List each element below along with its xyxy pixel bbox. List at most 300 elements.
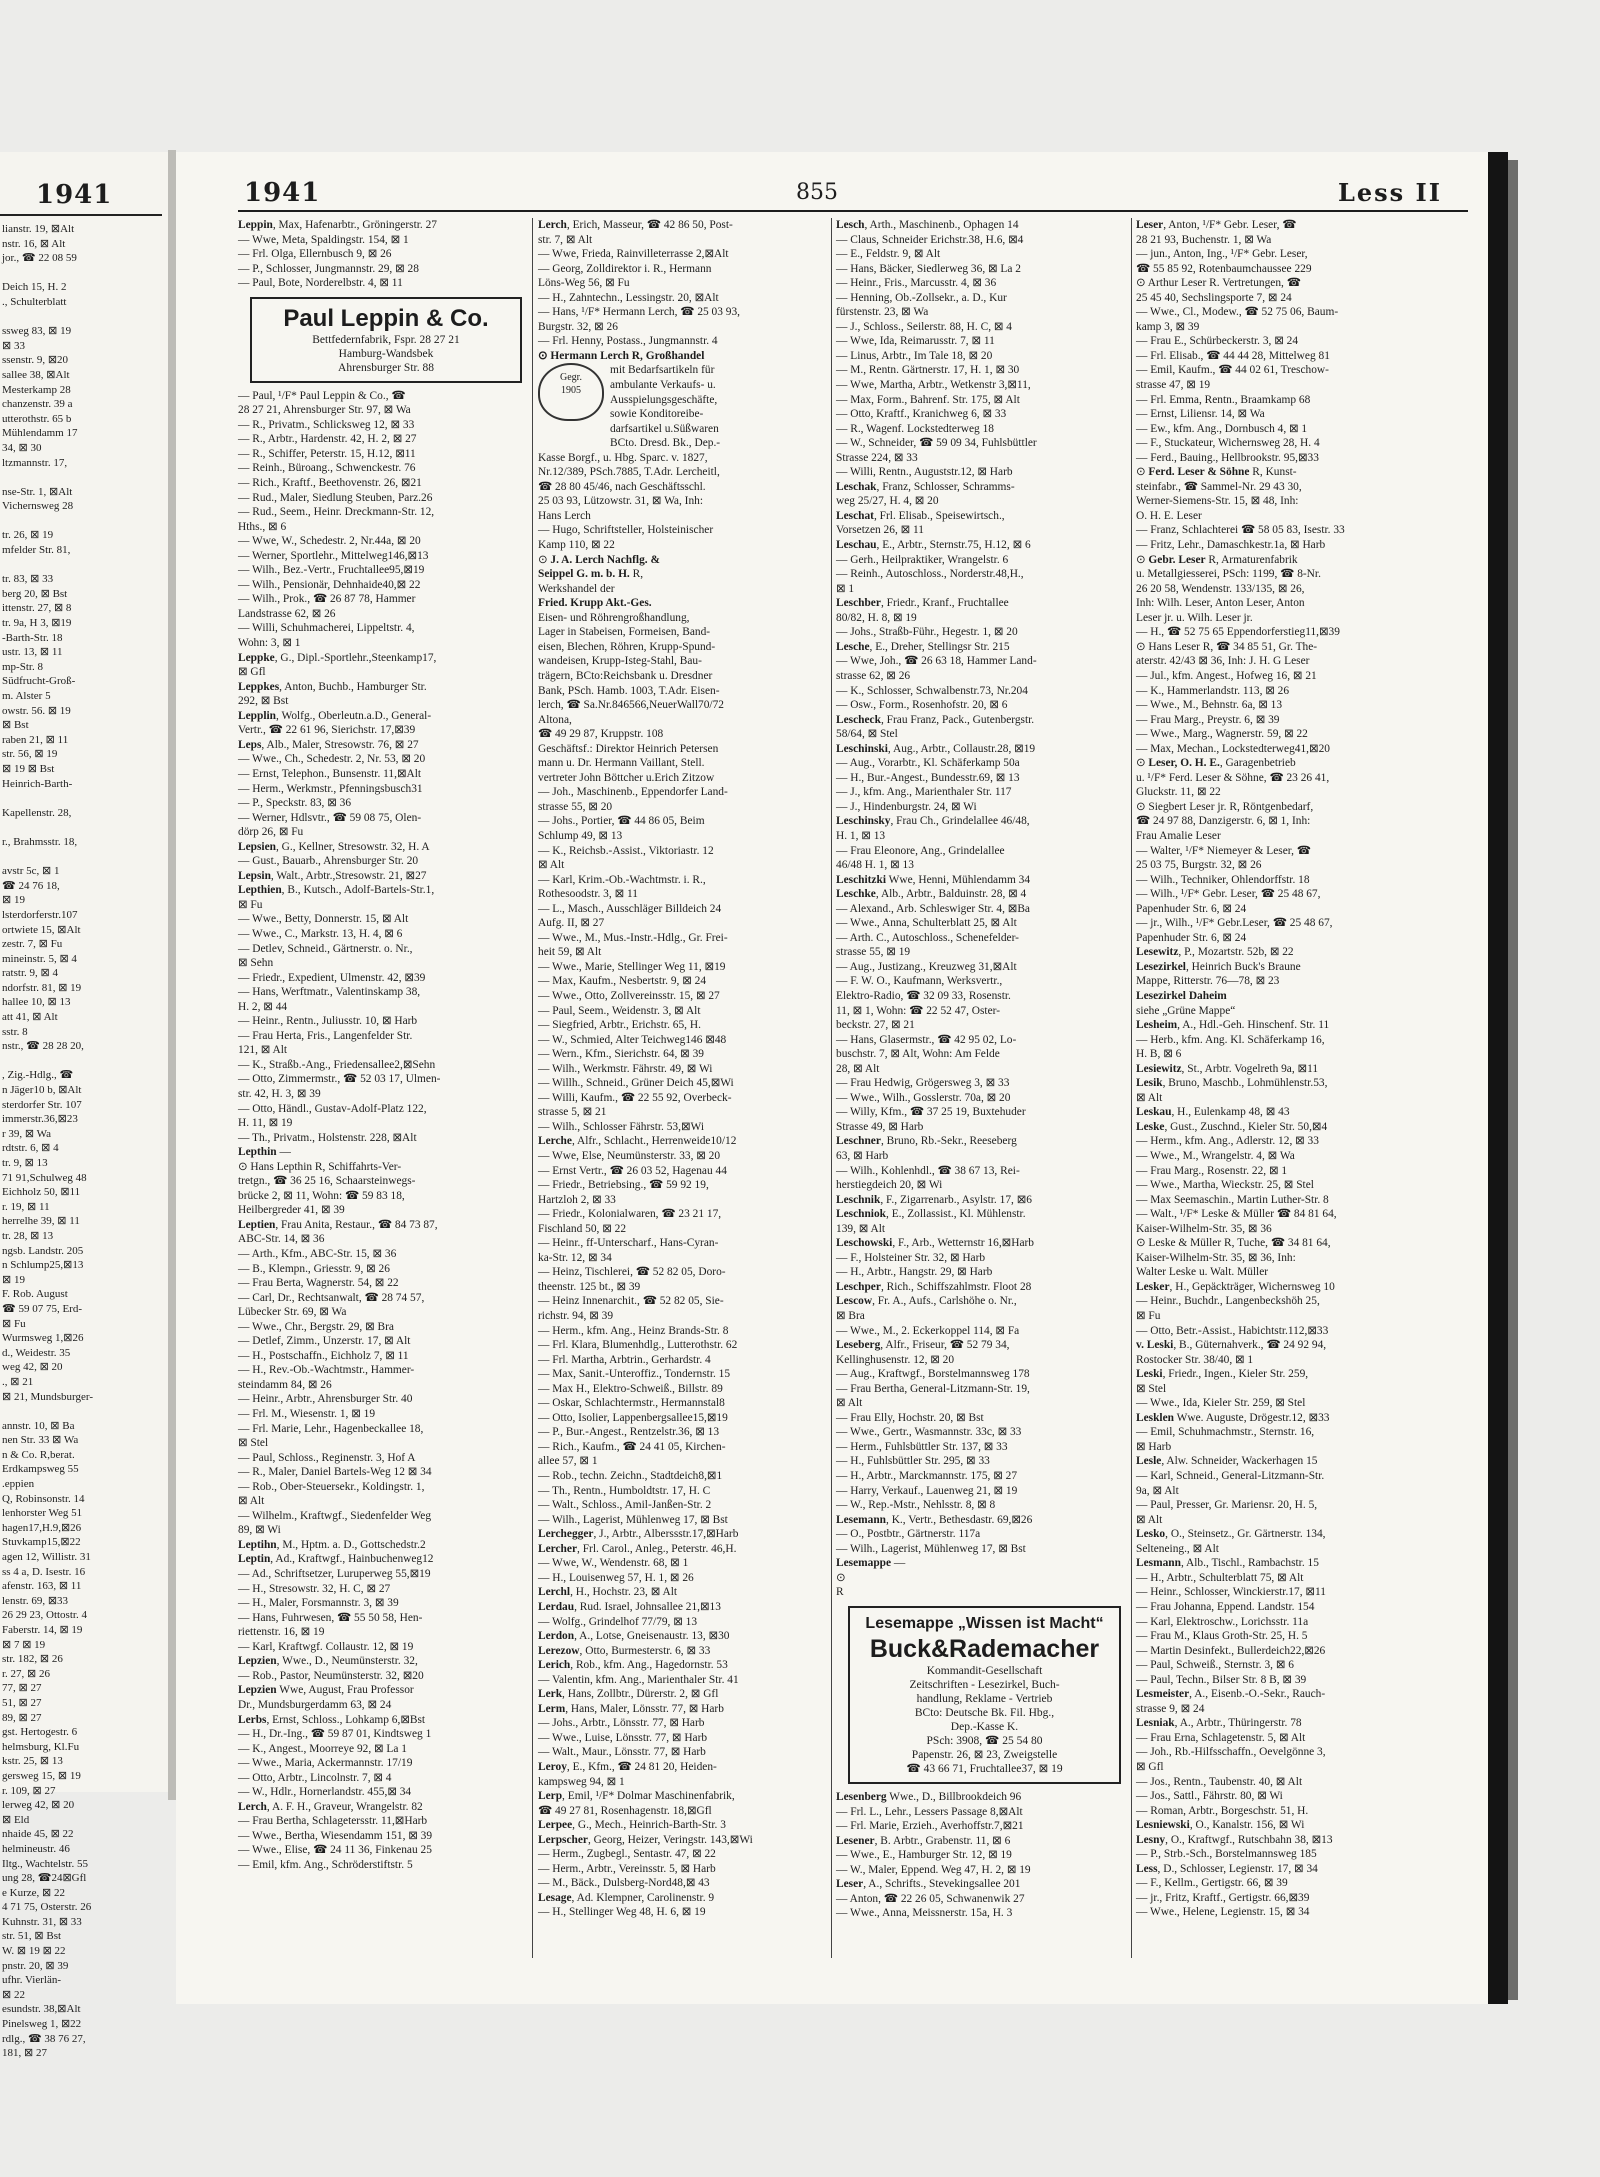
directory-entry: — K., Straßb.-Ang., Friedensallee2,⊠Sehn bbox=[238, 1058, 436, 1071]
left-page-line bbox=[2, 266, 164, 281]
left-page-line: kstr. 25, ⊠ 13 bbox=[2, 1755, 63, 1768]
directory-entry: — Herm., Arbtr., Vereinsstr. 5, ⊠ Harb bbox=[538, 1862, 716, 1875]
directory-entry: Vertr., ☎ 22 61 96, Sierichstr. 17,⊠39 bbox=[238, 724, 416, 737]
left-page-line: n Jäger10 b, ⊠Alt bbox=[2, 1084, 82, 1097]
directory-entry: Leschnik, F., Zigarrenarb., Asylstr. 17, ⊠6 bbox=[836, 1193, 1032, 1206]
directory-entry: Lesik, Bruno, Maschb., Lohmühlenstr.53, bbox=[1136, 1077, 1328, 1090]
left-page-line bbox=[2, 558, 164, 573]
left-page-line: r. 27, ⊠ 26 bbox=[2, 1667, 51, 1680]
left-page-line: lenhorster Weg 51 bbox=[2, 1507, 83, 1520]
directory-entry: — Otto, Zimmermstr., ☎ 52 03 17, Ulmen- bbox=[238, 1073, 441, 1086]
directory-entry: eisen, Blechen, Röhren, Krupp-Spund- bbox=[538, 640, 716, 653]
left-page-line: att 41, ⊠ Alt bbox=[2, 1011, 58, 1024]
directory-entry: — Heinr., Schlosser, Winckierstr.17, ⊠11 bbox=[1136, 1586, 1326, 1599]
left-page-line: avstr 5c, ⊠ 1 bbox=[2, 865, 60, 878]
directory-entry: Kaiser-Wilhelm-Str. 35, ⊠ 36, Inh: bbox=[1136, 1251, 1296, 1264]
directory-entry: — Th., Rentn., Humboldtstr. 17, H. C bbox=[538, 1484, 711, 1497]
seal-text: Gegr. bbox=[560, 372, 582, 384]
left-page-line: ngsb. Landstr. 205 bbox=[2, 1244, 84, 1257]
directory-entry: — Karl, Schneid., General-Litzmann-Str. bbox=[1136, 1470, 1325, 1483]
directory-entry: — Frau Eleonore, Ang., Grindelallee bbox=[836, 844, 1005, 857]
directory-entry: ⊠ Alt bbox=[538, 859, 565, 872]
directory-entry: — Wilh., Bez.-Vertr., Fruchtallee95,⊠19 bbox=[238, 564, 425, 577]
directory-entry: — F., Kellm., Gertigstr. 66, ⊠ 39 bbox=[1136, 1877, 1288, 1890]
directory-entry: — Wwe, Else, Neumünsterstr. 33, ⊠ 20 bbox=[538, 1150, 721, 1162]
col4-entries bbox=[1136, 218, 1426, 1920]
directory-entry: — H., Postschaffn., Eichholz 7, ⊠ 11 bbox=[238, 1349, 409, 1362]
directory-entry: Leppkes, Anton, Buchb., Hamburger Str. bbox=[238, 680, 427, 693]
left-page-line: berg 20, ⊠ Bst bbox=[2, 587, 68, 600]
left-page-line: nstr., ☎ 28 28 20, bbox=[2, 1040, 84, 1053]
directory-entry: Fischland 50, ⊠ 22 bbox=[538, 1222, 627, 1235]
directory-entry: Werkshandel der bbox=[538, 582, 615, 595]
directory-entry: Aufg. II, ⊠ 27 bbox=[538, 917, 605, 930]
directory-entry: — Otto, Arbtr., Lincolnstr. 7, ⊠ 4 bbox=[238, 1771, 392, 1784]
directory-entry: — R., Maler, Daniel Bartels-Weg 12 ⊠ 34 bbox=[238, 1466, 432, 1479]
directory-entry: Werner-Siemens-Str. 15, ⊠ 48, Inh: bbox=[1136, 495, 1299, 508]
left-page-line: immerstr.36,⊠23 bbox=[2, 1113, 78, 1126]
directory-entry: — Wwe., Gertr., Wasmannstr. 33c, ⊠ 33 bbox=[836, 1426, 1022, 1439]
directory-entry: — Frl. Martha, Arbtrin., Gerhardstr. 4 bbox=[538, 1353, 711, 1366]
left-page-line: 71 91,Schulweg 48 bbox=[2, 1171, 87, 1184]
directory-entry: Lesemappe — bbox=[836, 1557, 906, 1570]
directory-entry: Nr.12/389, PSch.7885, T.Adr. Lercheitl, bbox=[538, 466, 720, 479]
directory-entry: Hartzloh 2, ⊠ 33 bbox=[538, 1193, 616, 1206]
left-page-line: tr. 28, ⊠ 13 bbox=[2, 1229, 54, 1242]
left-page-line: n Schlump25,⊠13 bbox=[2, 1259, 84, 1272]
directory-entry: — Heinz Innenarchit., ☎ 52 82 05, Sie- bbox=[538, 1295, 724, 1308]
lerch-ad-line: darfsartikel u.Süßwaren bbox=[610, 422, 719, 435]
directory-entry: Fried. Krupp Akt.-Ges. bbox=[538, 597, 652, 610]
directory-entry: strasse 5, ⊠ 21 bbox=[538, 1106, 607, 1119]
directory-entry: — Wwe., Bertha, Wiesendamm 151, ⊠ 39 bbox=[238, 1829, 433, 1842]
directory-entry: — Harry, Verkauf., Lauenweg 21, ⊠ 19 bbox=[836, 1484, 1018, 1497]
left-page-line: afenstr. 163, ⊠ 11 bbox=[2, 1580, 82, 1593]
left-page-line: annstr. 10, ⊠ Ba bbox=[2, 1419, 75, 1432]
directory-entry: Lesmann, Alb., Tischl., Rambachstr. 15 bbox=[1136, 1557, 1319, 1570]
directory-entry: — P., Speckstr. 83, ⊠ 36 bbox=[238, 797, 352, 810]
page-range: Less II bbox=[1338, 178, 1442, 207]
directory-entry: Lesezirkel, Heinrich Buck's Braune bbox=[1136, 960, 1301, 973]
left-page-line bbox=[2, 310, 164, 325]
directory-entry: Lesche, E., Dreher, Stellingsr Str. 215 bbox=[836, 640, 1010, 653]
left-page-line: Vichernsweg 28 bbox=[2, 500, 74, 513]
directory-entry: — Wilh., Lagerist, Mühlenweg 17, ⊠ Bst bbox=[836, 1542, 1026, 1555]
leppin-ad-line: Bettfedernfabrik, Fspr. 28 27 21 bbox=[312, 333, 460, 346]
buck-ad-line: Papenstr. 26, ⊠ 23, Zweigstelle bbox=[911, 1748, 1058, 1761]
directory-entry: — Otto, Kraftf., Kranichweg 6, ⊠ 33 bbox=[836, 408, 1007, 421]
directory-entry: — Walt., Schloss., Amil-Janßen-Str. 2 bbox=[538, 1499, 712, 1512]
left-page-line: Heinrich-Barth- bbox=[2, 777, 73, 790]
left-page-line: lenstr. 69, ⊠33 bbox=[2, 1594, 69, 1607]
directory-entry: — Johs., Portier, ☎ 44 86 05, Beim bbox=[538, 815, 705, 828]
lerch-ad-line: BCto. Dresd. Bk., Dep.- bbox=[610, 437, 721, 450]
directory-entry: — Heinr., ff-Unterscharf., Hans-Cyran- bbox=[538, 1237, 719, 1250]
directory-entry: Strasse 49, ⊠ Harb bbox=[836, 1120, 924, 1133]
directory-entry: — Werner, Hdlsvtr., ☎ 59 08 75, Olen- bbox=[238, 811, 422, 824]
buck-ad-line: PSch: 3908, ☎ 25 54 80 bbox=[926, 1734, 1043, 1747]
directory-entry: Lescheck, Frau Franz, Pack., Gutenbergstr. bbox=[836, 713, 1035, 726]
directory-entry: — W., Hdlr., Hornerlandstr. 455,⊠ 34 bbox=[238, 1786, 412, 1799]
lerch-seal-logo bbox=[538, 363, 604, 421]
directory-entry: Mappe, Ritterstr. 76—78, ⊠ 23 bbox=[1136, 975, 1280, 988]
directory-entry: — Joh., Maschinenb., Eppendorfer Land- bbox=[538, 786, 728, 799]
left-page-line: esundstr. 38,⊠Alt bbox=[2, 2003, 81, 2016]
directory-entry: — Wwe., Cl., Modew., ☎ 52 75 06, Baum- bbox=[1136, 306, 1339, 319]
directory-entry: lerch, ☎ Sa.Nr.846566,NeuerWall70/72 bbox=[538, 699, 724, 712]
directory-entry: 292, ⊠ Bst bbox=[238, 695, 289, 708]
directory-entry: — Johs., Arbtr., Lönsstr. 77, ⊠ Harb bbox=[538, 1717, 705, 1730]
directory-entry: Lerk, Hans, Zollbtr., Dürerstr. 2, ⊠ Gfl bbox=[538, 1688, 719, 1701]
directory-entry: Leppke, G., Dipl.-Sportlehr.,Steenkamp17, bbox=[238, 651, 437, 664]
directory-entry: — Henning, Ob.-Zollsekr., a. D., Kur bbox=[836, 291, 1007, 304]
left-page-line: lsterdorferstr.107 bbox=[2, 908, 78, 921]
directory-entry: ⊙ bbox=[836, 1571, 846, 1584]
directory-entry: ⊠ Stel bbox=[1136, 1382, 1167, 1395]
directory-entry: — Paul, Schweiß., Sternstr. 3, ⊠ 6 bbox=[1136, 1659, 1294, 1672]
directory-entry: — Detlef, Zimm., Unzerstr. 17, ⊠ Alt bbox=[238, 1335, 411, 1348]
directory-entry: — Frl. Klara, Blumenhdlg., Lutterothstr. 62 bbox=[538, 1339, 738, 1352]
left-page-line: ss 4 a, D. Isestr. 16 bbox=[2, 1565, 86, 1578]
directory-entry: — R., Wagenf. Lockstedterweg 18 bbox=[836, 422, 994, 435]
directory-entry: — Max Seemaschin., Martin Luther-Str. 8 bbox=[1136, 1193, 1329, 1206]
directory-entry: Lepzien Wwe, August, Frau Professor bbox=[238, 1684, 414, 1697]
directory-entry: — Ernst, Liliensr. 14, ⊠ Wa bbox=[1136, 408, 1265, 421]
directory-entry: Leser, A., Schrifts., Stevekingsallee 201 bbox=[836, 1878, 1021, 1891]
directory-entry: Lesklen Wwe. Auguste, Drögestr.12, ⊠33 bbox=[1136, 1411, 1330, 1424]
directory-entry: — Jos., Sattl., Fährstr. 80, ⊠ Wi bbox=[1136, 1790, 1283, 1803]
directory-entry: — B., Klempn., Griesstr. 9, ⊠ 26 bbox=[238, 1262, 390, 1275]
directory-entry: ⊙ Hans Lepthin R, Schiffahrts-Ver- bbox=[238, 1160, 402, 1173]
directory-entry: 28, ⊠ Alt bbox=[836, 1062, 880, 1075]
directory-entry: — Frau Berta, Wagnerstr. 54, ⊠ 22 bbox=[238, 1277, 399, 1290]
left-page-line: lianstr. 19, ⊠Alt bbox=[2, 223, 75, 235]
left-page-line: ustr. 13, ⊠ 11 bbox=[2, 646, 63, 659]
directory-entry: Selteneing., ⊠ Alt bbox=[1136, 1542, 1219, 1555]
directory-entry: Leschke, Alb., Arbtr., Balduinstr. 28, ⊠ 4 bbox=[836, 888, 1027, 901]
directory-entry: ⊙ J. A. Lerch Nachflg. & bbox=[538, 553, 660, 566]
col3-entries-b bbox=[836, 1790, 1125, 1921]
directory-entry: — Frau Marg., Preystr. 6, ⊠ 39 bbox=[1136, 713, 1280, 726]
left-page-line: 181, ⊠ 27 bbox=[2, 2047, 47, 2060]
header-rule bbox=[238, 210, 1468, 212]
directory-columns bbox=[238, 218, 1468, 1958]
directory-entry: kamp 3, ⊠ 39 bbox=[1136, 320, 1200, 333]
directory-entry: — Wwe., Elise, ☎ 24 11 36, Finkenau 25 bbox=[238, 1844, 432, 1857]
buck-ad-company: Buck&Rademacher bbox=[869, 1634, 1100, 1663]
directory-entry: — H., Zahntechn., Lessingstr. 20, ⊠Alt bbox=[538, 291, 719, 304]
left-page-line: helmineustr. 46 bbox=[2, 1842, 70, 1855]
directory-entry: — Rob., Pastor, Neumünsterstr. 32, ⊠20 bbox=[238, 1669, 424, 1682]
directory-entry: Lesch, Arth., Maschinenb., Ophagen 14 bbox=[836, 219, 1019, 231]
directory-entry: ⊙ Hans Leser R, ☎ 34 85 51, Gr. The- bbox=[1136, 640, 1318, 653]
left-page-line: zestr. 7, ⊠ Fu bbox=[2, 938, 63, 951]
directory-entry: Lerpscher, Georg, Heizer, Veringstr. 143,⊠Wi bbox=[538, 1833, 753, 1846]
directory-entry: — Wwe, Joh., ☎ 26 63 18, Hammer Land- bbox=[836, 655, 1037, 668]
directory-entry: — Alexand., Arb. Schleswiger Str. 4, ⊠Ba bbox=[836, 902, 1030, 915]
left-page-line: Iltg., Wachtelstr. 55 bbox=[2, 1857, 88, 1870]
directory-entry: — P., Bur.-Angest., Rentzelstr.36, ⊠ 13 bbox=[538, 1426, 720, 1439]
col1-entries-b bbox=[238, 389, 526, 1873]
left-page-line: m. Alster 5 bbox=[2, 690, 51, 702]
left-page-line: ⊠ 19 ⊠ Bst bbox=[2, 762, 55, 775]
directory-entry: — Wwe., Ida, Kieler Str. 259, ⊠ Stel bbox=[1136, 1397, 1306, 1410]
directory-entry: Lesemann, K., Vertr., Bethesdastr. 69,⊠26 bbox=[836, 1513, 1033, 1526]
directory-entry: — W., Schneider, ☎ 59 09 34, Fuhlsbüttler bbox=[836, 437, 1037, 450]
directory-entry: — L., Masch., Ausschläger Billdeich 24 bbox=[538, 902, 722, 915]
directory-entry: Leschniok, E., Zollassist., Kl. Mühlenstr. bbox=[836, 1208, 1026, 1221]
directory-entry: 11, ⊠ 1, Wohn: ☎ 22 52 47, Oster- bbox=[836, 1004, 1001, 1017]
directory-entry: — Wwe., Chr., Bergstr. 29, ⊠ Bra bbox=[238, 1320, 394, 1333]
directory-entry: Lesker, H., Gepäckträger, Wichernsweg 10 bbox=[1136, 1280, 1335, 1293]
directory-entry: — H., Arbtr., Schulterblatt 75, ⊠ Alt bbox=[1136, 1571, 1304, 1584]
directory-entry: — Emil, kfm. Ang., Schröderstiftstr. 5 bbox=[238, 1858, 413, 1871]
left-page-line: jor., ☎ 22 08 59 bbox=[2, 252, 77, 265]
directory-entry: — Wwe., Marg., Wagnerstr. 59, ⊠ 22 bbox=[1136, 728, 1308, 741]
left-page-line: ratstr. 9, ⊠ 4 bbox=[2, 967, 58, 980]
left-page-line: ortwiete 15, ⊠Alt bbox=[2, 923, 81, 936]
directory-entry: ⊠ Stel bbox=[238, 1437, 269, 1450]
column-4 bbox=[1136, 218, 1426, 1958]
directory-entry: — Rob., Ober-Steuersekr., Koldingstr. 1, bbox=[238, 1480, 425, 1493]
directory-entry: — Werner, Sportlehr., Mittelweg146,⊠13 bbox=[238, 549, 429, 562]
directory-entry: — Rob., techn. Zeichn., Stadtdeich8,⊠1 bbox=[538, 1470, 723, 1483]
directory-entry: Lerp, Emil, ¹/F* Dolmar Maschinenfabrik, bbox=[538, 1790, 735, 1803]
directory-entry: — Wwe., Helene, Legienstr. 15, ⊠ 34 bbox=[1136, 1906, 1310, 1919]
directory-entry: — Wern., Kfm., Sierichstr. 64, ⊠ 39 bbox=[538, 1048, 704, 1061]
directory-entry: — Wwe., Anna, Meissnerstr. 15a, H. 3 bbox=[836, 1907, 1013, 1920]
directory-entry: Lepthin — bbox=[238, 1146, 291, 1159]
directory-entry: Geschäftsf.: Direktor Heinrich Petersen bbox=[538, 742, 719, 755]
directory-entry: — Otto, Händl., Gustav-Adolf-Platz 122, bbox=[238, 1102, 427, 1115]
left-page-line bbox=[2, 850, 164, 865]
directory-entry: Kaiser-Wilhelm-Str. 35, ⊠ 36 bbox=[1136, 1222, 1272, 1235]
directory-entry: — Frl. Elisab., ☎ 44 44 28, Mittelweg 81 bbox=[1136, 349, 1330, 362]
directory-entry: Lerchl, H., Hochstr. 23, ⊠ Alt bbox=[538, 1586, 678, 1599]
directory-entry: — Wwe., E., Hamburger Str. 12, ⊠ 19 bbox=[836, 1849, 1012, 1862]
left-page-line: mineinstr. 5, ⊠ 4 bbox=[2, 952, 77, 965]
directory-entry: — Herb., kfm. Ang. Kl. Schäferkamp 16, bbox=[1136, 1033, 1325, 1046]
left-page-line: ltzmannstr. 17, bbox=[2, 456, 68, 469]
lerch-ad-line: ambulante Verkaufs- u. bbox=[610, 379, 716, 392]
directory-entry: Bank, PSch. Hamb. 1003, T.Adr. Eisen- bbox=[538, 684, 720, 697]
directory-entry: Leppin, Max, Hafenarbtr., Gröningerstr. 27 bbox=[238, 219, 438, 231]
directory-entry: — Karl, Krim.-Ob.-Wachtmstr. i. R., bbox=[538, 873, 706, 886]
directory-entry: — Fritz, Lehr., Damaschkestr.1a, ⊠ Harb bbox=[1136, 539, 1326, 552]
buck-rademacher-ad bbox=[848, 1606, 1121, 1784]
left-page-line: agen 12, Willistr. 31 bbox=[2, 1551, 91, 1564]
directory-entry: Leschinsky, Frau Ch., Grindelallee 46/48, bbox=[836, 815, 1030, 828]
directory-entry: ☎ 24 97 88, Danzigerstr. 6, ⊠ 1, Inh: bbox=[1136, 815, 1311, 828]
directory-entry: — Paul, Schloss., Reginenstr. 3, Hof A bbox=[238, 1451, 416, 1464]
directory-entry: — P., Schlosser, Jungmannstr. 29, ⊠ 28 bbox=[238, 262, 419, 275]
left-page-line: weg 42, ⊠ 20 bbox=[2, 1361, 63, 1374]
directory-entry: — H., Bur.-Angest., Bundesstr.69, ⊠ 13 bbox=[836, 771, 1020, 784]
left-page-line: Eichholz 50, ⊠11 bbox=[2, 1186, 81, 1199]
directory-entry: beckstr. 27, ⊠ 21 bbox=[836, 1019, 915, 1032]
directory-entry: Leptin, Ad., Kraftwgf., Hainbuchenweg12 bbox=[238, 1553, 434, 1566]
left-page-line: Mühlendamm 17 bbox=[2, 427, 78, 440]
directory-entry: ⊙ Siegbert Leser jr. R, Röntgenbedarf, bbox=[1136, 800, 1314, 813]
directory-entry: ⊙ Arthur Leser R. Vertretungen, ☎ bbox=[1136, 277, 1301, 290]
directory-entry: Vorsetzen 26, ⊠ 11 bbox=[836, 524, 924, 537]
lerch-ad-line: Ausspielungsgeschäfte, bbox=[610, 393, 718, 406]
directory-entry: — Gerh., Heilpraktiker, Wrangelstr. 6 bbox=[836, 553, 1009, 566]
main-page bbox=[176, 152, 1488, 2004]
directory-entry: Heilbergreder 41, ⊠ 39 bbox=[238, 1204, 345, 1217]
directory-entry: Leski, Friedr., Ingen., Kieler Str. 259, bbox=[1136, 1368, 1309, 1381]
directory-entry: — Detlev, Schneid., Gärtnerstr. o. Nr., bbox=[238, 942, 413, 955]
directory-entry: — Hans, Werftmatr., Valentinskamp 38, bbox=[238, 986, 421, 999]
directory-entry: — Wwe., Anna, Schulterblatt 25, ⊠ Alt bbox=[836, 917, 1017, 930]
directory-entry: — Ernst Vertr., ☎ 26 03 52, Hagenau 44 bbox=[538, 1164, 727, 1177]
directory-entry: ⊙ Ferd. Leser & Söhne R, Kunst- bbox=[1136, 466, 1297, 479]
buck-ad-line: Kommandit-Gesellschaft bbox=[926, 1664, 1043, 1677]
directory-entry: — Max, Form., Bahrenf. Str. 175, ⊠ Alt bbox=[836, 393, 1020, 406]
directory-entry: — W., Maler, Eppend. Weg 47, H. 2, ⊠ 19 bbox=[836, 1863, 1031, 1876]
directory-entry: Burgstr. 32, ⊠ 26 bbox=[538, 320, 618, 333]
directory-entry: — Frau Bertha, General-Litzmann-Str. 19, bbox=[836, 1382, 1030, 1395]
directory-entry: Lescow, Fr. A., Aufs., Carlshöhe o. Nr., bbox=[836, 1295, 1017, 1308]
directory-entry: Lerche, Alfr., Schlacht., Herrenweide10/12 bbox=[538, 1135, 737, 1148]
directory-entry: mann u. Dr. Hermann Vaillant, Stell. bbox=[538, 757, 705, 770]
directory-entry: — Wilh., Schlosser Fährstr. 53,⊠Wi bbox=[538, 1120, 704, 1133]
directory-entry: 80/82, H. 8, ⊠ 19 bbox=[836, 611, 917, 624]
left-page-line bbox=[2, 470, 164, 485]
directory-entry: — Wwe., Ch., Schedestr. 2, Nr. 53, ⊠ 20 bbox=[238, 753, 426, 766]
directory-entry: steinfabr., ☎ Sammel-Nr. 29 43 30, bbox=[1136, 480, 1302, 493]
directory-entry: — Herm., kfm. Ang., Heinz Brands-Str. 8 bbox=[538, 1324, 729, 1337]
directory-entry: — Herm., Fuhlsbüttler Str. 137, ⊠ 33 bbox=[836, 1440, 1008, 1453]
directory-entry: H. 1, ⊠ 13 bbox=[836, 829, 886, 842]
directory-entry: — Frau Bertha, Schlagetersstr. 11,⊠Harb bbox=[238, 1815, 428, 1828]
directory-entry: — Hugo, Schriftsteller, Holsteinischer bbox=[538, 524, 714, 537]
directory-entry: Lepsin, Walt., Arbtr.,Stresowstr. 21, ⊠27 bbox=[238, 869, 427, 882]
directory-entry: — Carl, Dr., Rechtsanwalt, ☎ 28 74 57, bbox=[238, 1291, 425, 1304]
left-page-line: nstr. 16, ⊠ Alt bbox=[2, 237, 66, 250]
directory-entry: — Paul, ¹/F* Paul Leppin & Co., ☎ bbox=[238, 389, 406, 402]
page-year: 1941 bbox=[244, 178, 321, 208]
directory-entry: — Max, Sanit.-Unteroffiz., Tondernstr. 15 bbox=[538, 1368, 731, 1381]
directory-entry: — Wwe., Otto, Zollvereinsstr. 15, ⊠ 27 bbox=[538, 989, 720, 1002]
left-page-line: ⊠ 19 bbox=[2, 1273, 25, 1286]
directory-entry: — H., Dr.-Ing., ☎ 59 87 01, Kindtsweg 1 bbox=[238, 1728, 432, 1741]
left-page-line: 26 29 23, Ottostr. 4 bbox=[2, 1609, 87, 1622]
directory-entry: — Paul, Seem., Weidenstr. 3, ⊠ Alt bbox=[538, 1004, 701, 1017]
buck-ad-line: Dep.-Kasse K. bbox=[950, 1720, 1019, 1733]
directory-entry: — jr., Wilh., ¹/F* Gebr.Leser, ☎ 25 48 67, bbox=[1136, 917, 1333, 930]
directory-entry: — Willh., Schneid., Grüner Deich 45,⊠Wi bbox=[538, 1077, 734, 1090]
directory-entry: strasse 47, ⊠ 19 bbox=[1136, 379, 1211, 392]
directory-entry: ⊠ Alt bbox=[1136, 1513, 1163, 1526]
directory-entry: 63, ⊠ Harb bbox=[836, 1150, 889, 1162]
directory-entry: Leschitzki Wwe, Henni, Mühlendamm 34 bbox=[836, 873, 1031, 886]
directory-entry: ⊙ Gebr. Leser R, Armaturenfabrik bbox=[1136, 553, 1298, 566]
directory-entry: — Paul, Techn., Bilser Str. 8 B, ⊠ 39 bbox=[1136, 1673, 1307, 1686]
directory-entry: Lerchegger, J., Arbtr., Alberssstr.17,⊠Harb bbox=[538, 1528, 739, 1541]
directory-entry: — Heinr., Rentn., Juliusstr. 10, ⊠ Harb bbox=[238, 1015, 418, 1028]
directory-entry: — P., Strb.-Sch., Borstelmannsweg 185 bbox=[1136, 1848, 1317, 1861]
directory-entry: — Otto, Betr.-Assist., Habichtstr.112,⊠33 bbox=[1136, 1324, 1329, 1337]
left-page-line: Kapellenstr. 28, bbox=[2, 806, 72, 819]
left-page-line: F. Rob. August bbox=[2, 1288, 68, 1301]
directory-entry: Schlump 49, ⊠ 13 bbox=[538, 829, 623, 842]
directory-entry: ⊙ Leske & Müller R, Tuche, ☎ 34 81 64, bbox=[1136, 1237, 1331, 1250]
directory-entry: 25 03 93, Lützowstr. 31, ⊠ Wa, Inh: bbox=[538, 495, 704, 508]
directory-entry: — K., Reichsb.-Assist., Viktoriastr. 12 bbox=[538, 844, 714, 857]
directory-entry: — Frl. Emma, Rentn., Braamkamp 68 bbox=[1136, 393, 1311, 406]
directory-entry: ⊠ Gfl bbox=[1136, 1760, 1164, 1773]
left-page-line: mp-Str. 8 bbox=[2, 660, 43, 673]
directory-entry: — Frau Erna, Schlagetenstr. 5, ⊠ Alt bbox=[1136, 1731, 1306, 1744]
directory-entry: Less, D., Schlosser, Legienstr. 17, ⊠ 34 bbox=[1136, 1862, 1318, 1875]
directory-entry: — Frau Elly, Hochstr. 20, ⊠ Bst bbox=[836, 1411, 984, 1424]
directory-entry: — Heinr., Fris., Marcusstr. 4, ⊠ 36 bbox=[836, 277, 997, 290]
column-divider bbox=[532, 218, 533, 1958]
directory-entry: ⊠ Harb bbox=[1136, 1440, 1172, 1453]
directory-entry: Frau Amalie Leser bbox=[1136, 829, 1221, 842]
directory-entry: Lesny, O., Kraftwgf., Rutschbahn 38, ⊠13 bbox=[1136, 1833, 1333, 1846]
directory-entry: — Aug., Kraftwgf., Borstelmannsweg 178 bbox=[836, 1368, 1030, 1381]
directory-entry: — Wwe., Luise, Lönsstr. 77, ⊠ Harb bbox=[538, 1731, 708, 1744]
col1-entries-a bbox=[238, 218, 526, 291]
directory-entry: — Wwe., Wilh., Gosslerstr. 70a, ⊠ 20 bbox=[836, 1091, 1011, 1104]
directory-entry: Lepzien, Wwe., D., Neumünsterstr. 32, bbox=[238, 1655, 418, 1668]
left-header-rule bbox=[0, 214, 162, 216]
directory-entry: Kasse Borgf., u. Hbg. Sparc. v. 1827, bbox=[538, 451, 708, 464]
directory-entry: 28 27 21, Ahrensburger Str. 97, ⊠ Wa bbox=[238, 404, 411, 417]
left-page-line: ⊠ 22 bbox=[2, 1988, 25, 2001]
book-gutter bbox=[168, 150, 176, 1800]
directory-entry: Lerm, Hans, Maler, Lönsstr. 77, ⊠ Harb bbox=[538, 1702, 724, 1715]
buck-ad-title: Lesemappe „Wissen ist Macht“ bbox=[865, 1614, 1104, 1632]
directory-entry: 46/48 H. 1, ⊠ 13 bbox=[836, 859, 914, 872]
directory-entry: strasse 62, ⊠ 26 bbox=[836, 669, 911, 682]
directory-entry: Löns-Weg 56, ⊠ Fu bbox=[538, 277, 630, 290]
directory-entry: ⊠ Alt bbox=[238, 1495, 265, 1508]
directory-entry: Papenhuder Str. 6, ⊠ 24 bbox=[1136, 931, 1247, 944]
directory-entry: siehe „Grüne Mappe“ bbox=[1136, 1004, 1236, 1017]
directory-entry: 25 03 75, Burgstr. 32, ⊠ 26 bbox=[1136, 859, 1262, 872]
directory-entry: Lerbs, Ernst, Schloss., Lohkamp 6,⊠Bst bbox=[238, 1713, 426, 1726]
directory-entry: kampsweg 94, ⊠ 1 bbox=[538, 1775, 625, 1788]
directory-entry: — Emil, Schuhmachmstr., Sternstr. 16, bbox=[1136, 1426, 1315, 1439]
directory-entry: Lesener, B. Arbtr., Grabenstr. 11, ⊠ 6 bbox=[836, 1834, 1011, 1847]
directory-entry: Leser, Anton, ¹/F* Gebr. Leser, ☎ bbox=[1136, 219, 1297, 231]
directory-entry: ⊠ Alt bbox=[1136, 1091, 1163, 1104]
directory-entry: 26 20 58, Wendenstr. 133/135, ⊠ 26, bbox=[1136, 582, 1305, 595]
directory-entry: — Jos., Rentn., Taubenstr. 40, ⊠ Alt bbox=[1136, 1775, 1303, 1788]
left-page-line: ⊠ 7 ⊠ 19 bbox=[2, 1638, 46, 1651]
left-page-line: e Kurze, ⊠ 22 bbox=[2, 1886, 65, 1899]
directory-entry: Inh: Wilh. Leser, Anton Leser, Anton bbox=[1136, 597, 1305, 610]
left-page-line: tr. 9, ⊠ 13 bbox=[2, 1157, 48, 1169]
directory-entry: tretgn., ☎ 36 25 16, Schaarsteinwegs- bbox=[238, 1175, 416, 1188]
directory-entry: Papenhuder Str. 6, ⊠ 24 bbox=[1136, 902, 1247, 915]
directory-entry: Lager in Stabeisen, Formeisen, Band- bbox=[538, 626, 711, 639]
left-page-line: ⊠ 19 bbox=[2, 894, 25, 907]
directory-entry: — Oskar, Schlachtermstr., Hermannstal8 bbox=[538, 1397, 725, 1410]
directory-entry: 28 21 93, Buchenstr. 1, ⊠ Wa bbox=[1136, 233, 1272, 246]
directory-entry: ⊠ Sehn bbox=[238, 957, 274, 970]
directory-entry: — Wwe, Frieda, Rainvilleterrasse 2,⊠Alt bbox=[538, 248, 729, 261]
directory-entry: Rostocker Str. 38/40, ⊠ 1 bbox=[1136, 1353, 1254, 1366]
left-page-line: r., Brahmsstr. 18, bbox=[2, 835, 78, 848]
directory-entry: — Frau Hedwig, Grögersweg 3, ⊠ 33 bbox=[836, 1077, 1010, 1090]
directory-entry: — Max, Kaufm., Nesbertstr. 9, ⊠ 24 bbox=[538, 975, 707, 988]
directory-entry: — Karl, Elektroschw., Lorichsstr. 11a bbox=[1136, 1615, 1309, 1628]
right-page-edge bbox=[1488, 152, 1508, 2004]
